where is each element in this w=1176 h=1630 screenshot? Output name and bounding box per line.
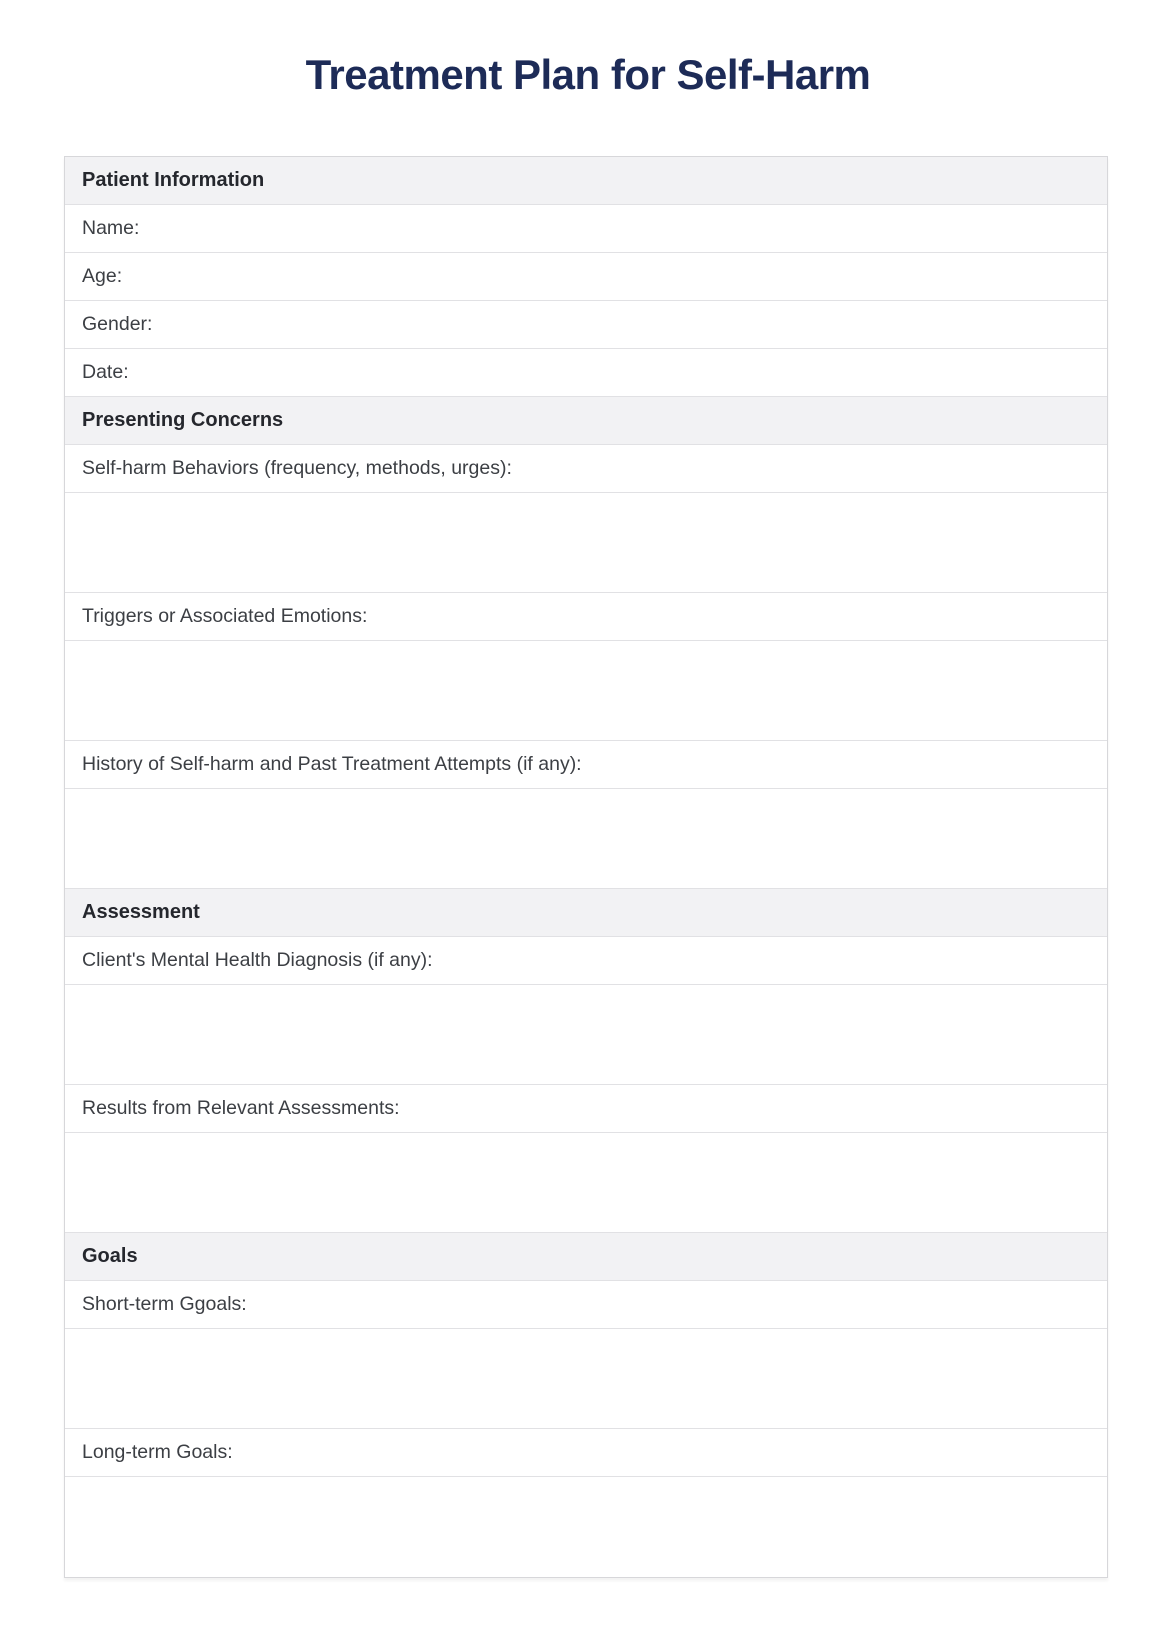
page-title: Treatment Plan for Self-Harm (305, 51, 871, 98)
field-row-age[interactable] (65, 253, 1107, 301)
treatment-plan-table (64, 156, 1108, 1578)
section-header-label: Patient Information (82, 169, 265, 191)
write-in-area-long-term-goals[interactable] (65, 1477, 1107, 1577)
section-header-assessment (65, 889, 1107, 937)
field-row-mental-health-diagnosis (65, 937, 1107, 985)
field-row-self-harm-behaviors (65, 445, 1107, 493)
section-header-label: Assessment (82, 901, 200, 923)
field-label: Long-term Goals: (82, 1441, 233, 1463)
write-in-area-self-harm-behaviors[interactable] (65, 493, 1107, 593)
field-label: Client's Mental Health Diagnosis (if any): (82, 949, 433, 971)
write-in-area-short-term-goals[interactable] (65, 1329, 1107, 1429)
field-row-triggers-emotions (65, 593, 1107, 641)
section-header-label: Presenting Concerns (82, 409, 284, 431)
section-header-label: Goals (82, 1245, 138, 1267)
field-row-short-term-goals (65, 1281, 1107, 1329)
section-header-patient-information (65, 157, 1107, 205)
field-label: History of Self-harm and Past Treatment Attempts (if any): (82, 753, 582, 775)
field-label: Self-harm Behaviors (frequency, methods, urges): (82, 457, 512, 479)
field-row-assessment-results (65, 1085, 1107, 1133)
write-in-area-history-past-treatment[interactable] (65, 789, 1107, 889)
section-header-presenting-concerns (65, 397, 1107, 445)
field-row-name[interactable] (65, 205, 1107, 253)
write-in-area-mental-health-diagnosis[interactable] (65, 985, 1107, 1085)
section-header-goals (65, 1233, 1107, 1281)
field-label: Triggers or Associated Emotions: (82, 605, 368, 627)
field-row-history-past-treatment (65, 741, 1107, 789)
field-label: Age: (82, 265, 123, 287)
field-row-long-term-goals (65, 1429, 1107, 1477)
field-label: Gender: (82, 313, 153, 335)
write-in-area-triggers-emotions[interactable] (65, 641, 1107, 741)
write-in-area-assessment-results[interactable] (65, 1133, 1107, 1233)
field-label: Results from Relevant Assessments: (82, 1097, 400, 1119)
field-label: Date: (82, 361, 129, 383)
field-label: Short-term Ggoals: (82, 1293, 247, 1315)
field-row-date[interactable] (65, 349, 1107, 397)
field-row-gender[interactable] (65, 301, 1107, 349)
field-label: Name: (82, 217, 140, 239)
